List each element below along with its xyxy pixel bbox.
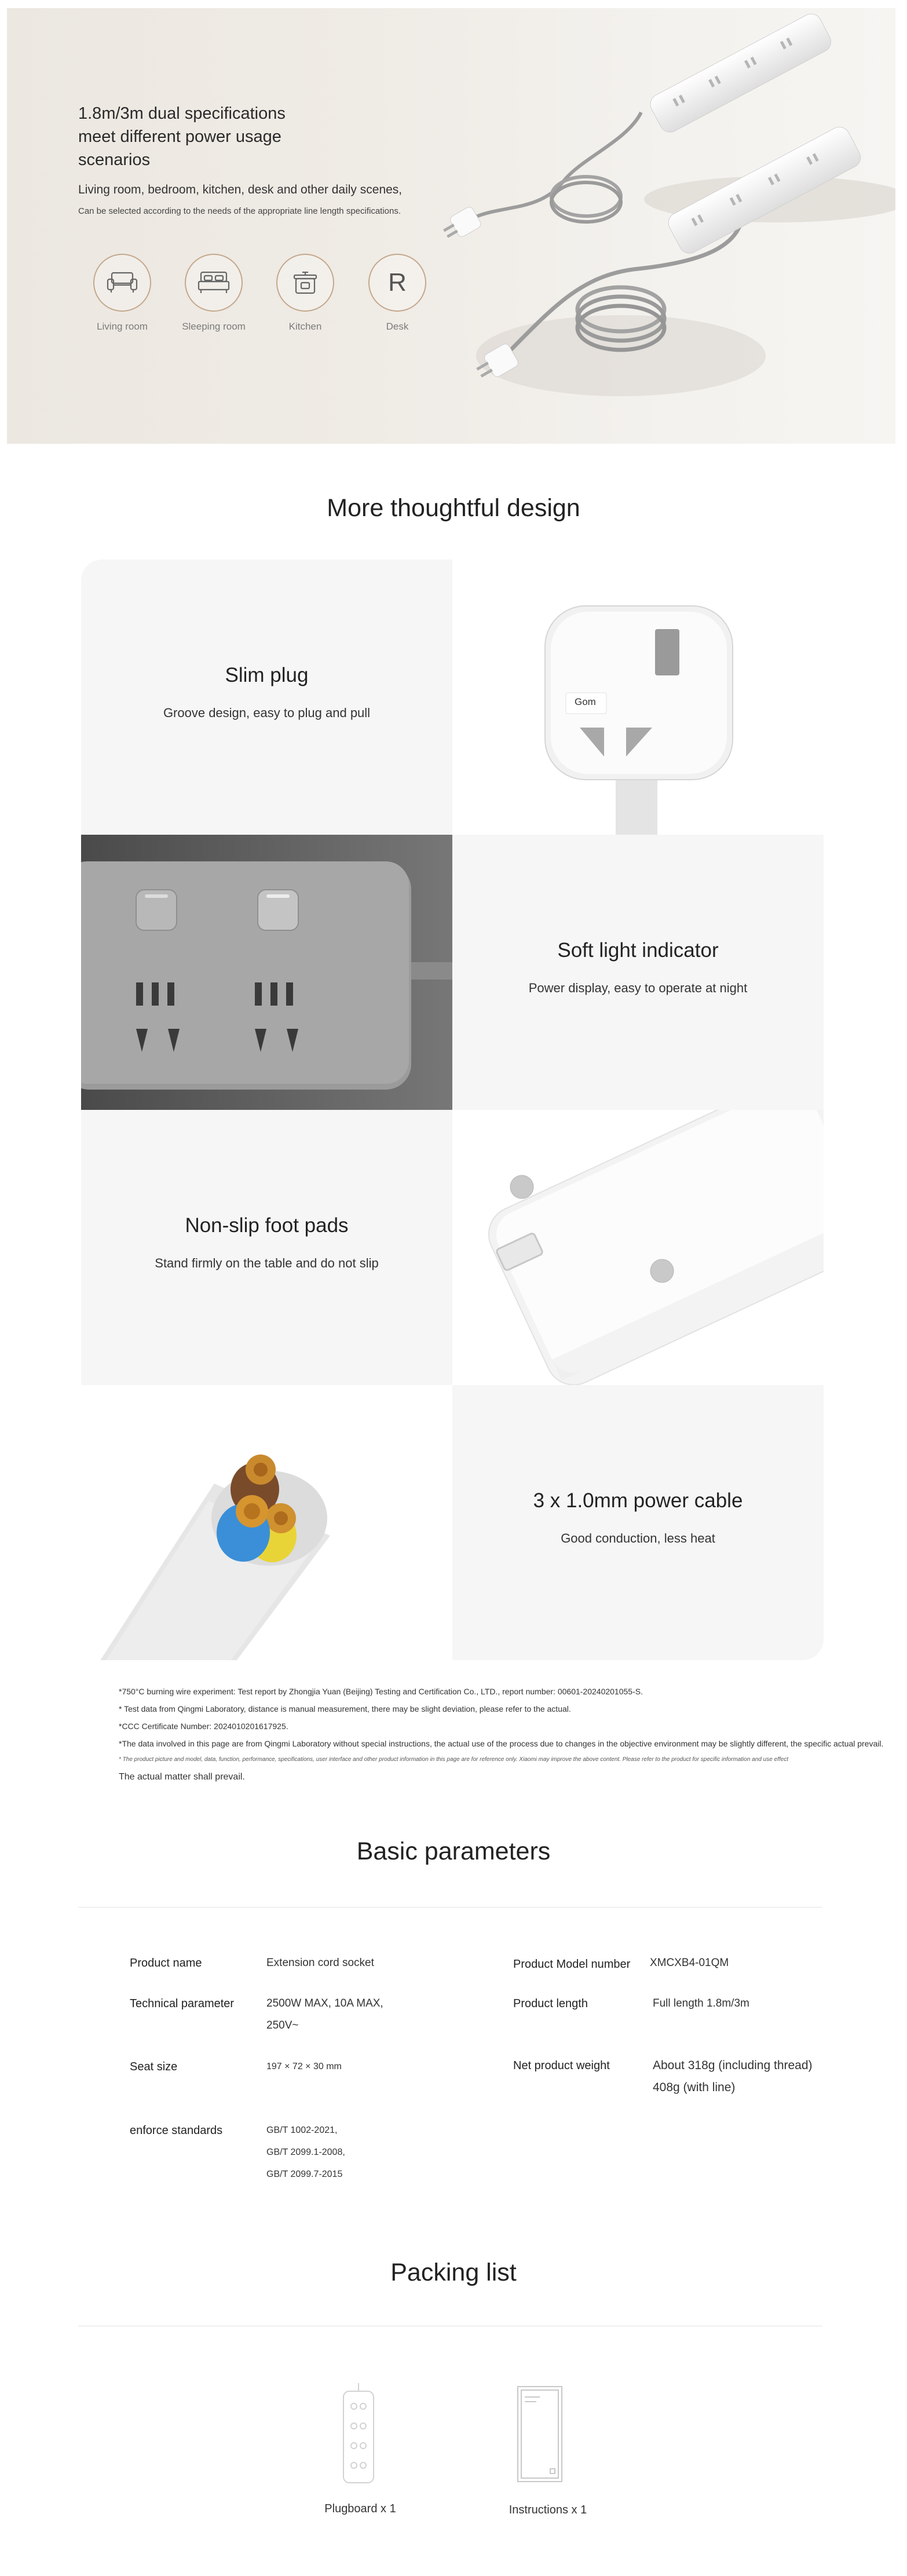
feature-power-cable [452,1385,824,1660]
feature-description: Groove design, easy to plug and pull [163,706,371,720]
feature-non-slip-foot-pads [81,1110,452,1385]
design-section-title: More thoughtful design [327,494,580,522]
footnote: *The data involved in this page are from Qingmi Laboratory without special instructions, the actual use of the process due to changes in the objective environment may be slightly different, the specific actual prevail. [119,1739,884,1748]
footnotes [119,1683,884,1786]
plug-label: Gom [575,696,596,707]
scene-label: Desk [386,321,409,332]
packing-section-title: Packing list [390,2259,517,2286]
param-label: Seat size [130,2060,178,2073]
power-strip-product-image [436,8,895,444]
hero-title: 1.8m/3m dual specifications meet different power usage scenarios [78,104,286,169]
hero-description: Living room, bedroom, kitchen, desk and other daily scenes, [78,183,403,196]
feature-title: 3 x 1.0mm power cable [533,1489,743,1512]
pot-icon [276,254,334,312]
footnote: *750°C burning wire experiment: Test report by Zhongjia Yuan (Beijing) Testing and Certification Co., LTD., report number: 00601-20240201055-S. [119,1687,643,1696]
param-value: 197 × 72 × 30 mm [266,2062,342,2071]
param-label: enforce standards [130,2124,223,2137]
feature-grid [81,560,824,1660]
plugboard-icon [338,2381,379,2485]
scene-kitchen [265,254,346,332]
feature-title: Soft light indicator [557,939,719,962]
manual-icon [517,2385,563,2483]
param-value: Extension cord socket [266,1957,374,1969]
footnote: The actual matter shall prevail. [119,1772,245,1782]
scene-label: Sleeping room [182,321,246,332]
letter-r-icon: R [368,254,426,312]
param-value: GB/T 1002-2021, GB/T 2099.1-2008, GB/T 2099.7-2015 [266,2125,345,2179]
footnote: * The product picture and model, data, function, performance, specifications, user interface and other product information in this page are for reference only. Xiaomi may improve the above content. Please refer to the product for specific information and use effect [119,1756,788,1763]
hero-banner [7,8,895,444]
param-value: Full length 1.8m/3m [653,1997,749,2009]
scene-living-room [82,254,163,332]
packing-item-label: Instructions x 1 [509,2504,587,2516]
feature-description: Good conduction, less heat [561,1531,715,1545]
param-label: Product Model number [513,1958,631,1971]
sofa-icon [93,254,151,312]
params-section-title: Basic parameters [356,1837,551,1865]
packing-item-label: Plugboard x 1 [324,2502,396,2515]
bed-icon [185,254,243,312]
scene-desk [357,254,438,332]
params-divider [78,1907,822,1908]
param-value: XMCXB4-01QM [650,1957,729,1969]
scene-label: Living room [97,321,148,332]
param-label: Product length [513,1997,588,2010]
param-value: About 318g (including thread) 408g (with line) [653,2059,813,2094]
feature-title: Slim plug [225,664,309,686]
feature-title: Non-slip foot pads [185,1214,349,1237]
hero-subtext: Can be selected according to the needs of the appropriate line length specifications. [78,206,401,216]
scene-sleeping-room [173,254,254,332]
footnote: *CCC Certificate Number: 2024010201617925. [119,1722,288,1731]
foot-pads-image [452,1110,824,1385]
param-label: Product name [130,1957,202,1970]
feature-slim-plug [81,560,452,835]
feature-soft-light-indicator [452,835,824,1110]
feature-description: Power display, easy to operate at night [528,981,748,995]
feature-description: Stand firmly on the table and do not slip [155,1256,379,1270]
footnote: * Test data from Qingmi Laboratory, distance is manual measurement, there may be slight deviation, please refer to the actual. [119,1704,571,1713]
param-label: Net product weight [513,2059,610,2072]
light-indicator-image [81,835,452,1110]
power-cable-image [81,1385,452,1660]
param-value: 2500W MAX, 10A MAX, 250V~ [266,1997,383,2031]
param-label: Technical parameter [130,1997,235,2010]
slim-plug-image [452,560,824,835]
scene-label: Kitchen [288,321,322,332]
